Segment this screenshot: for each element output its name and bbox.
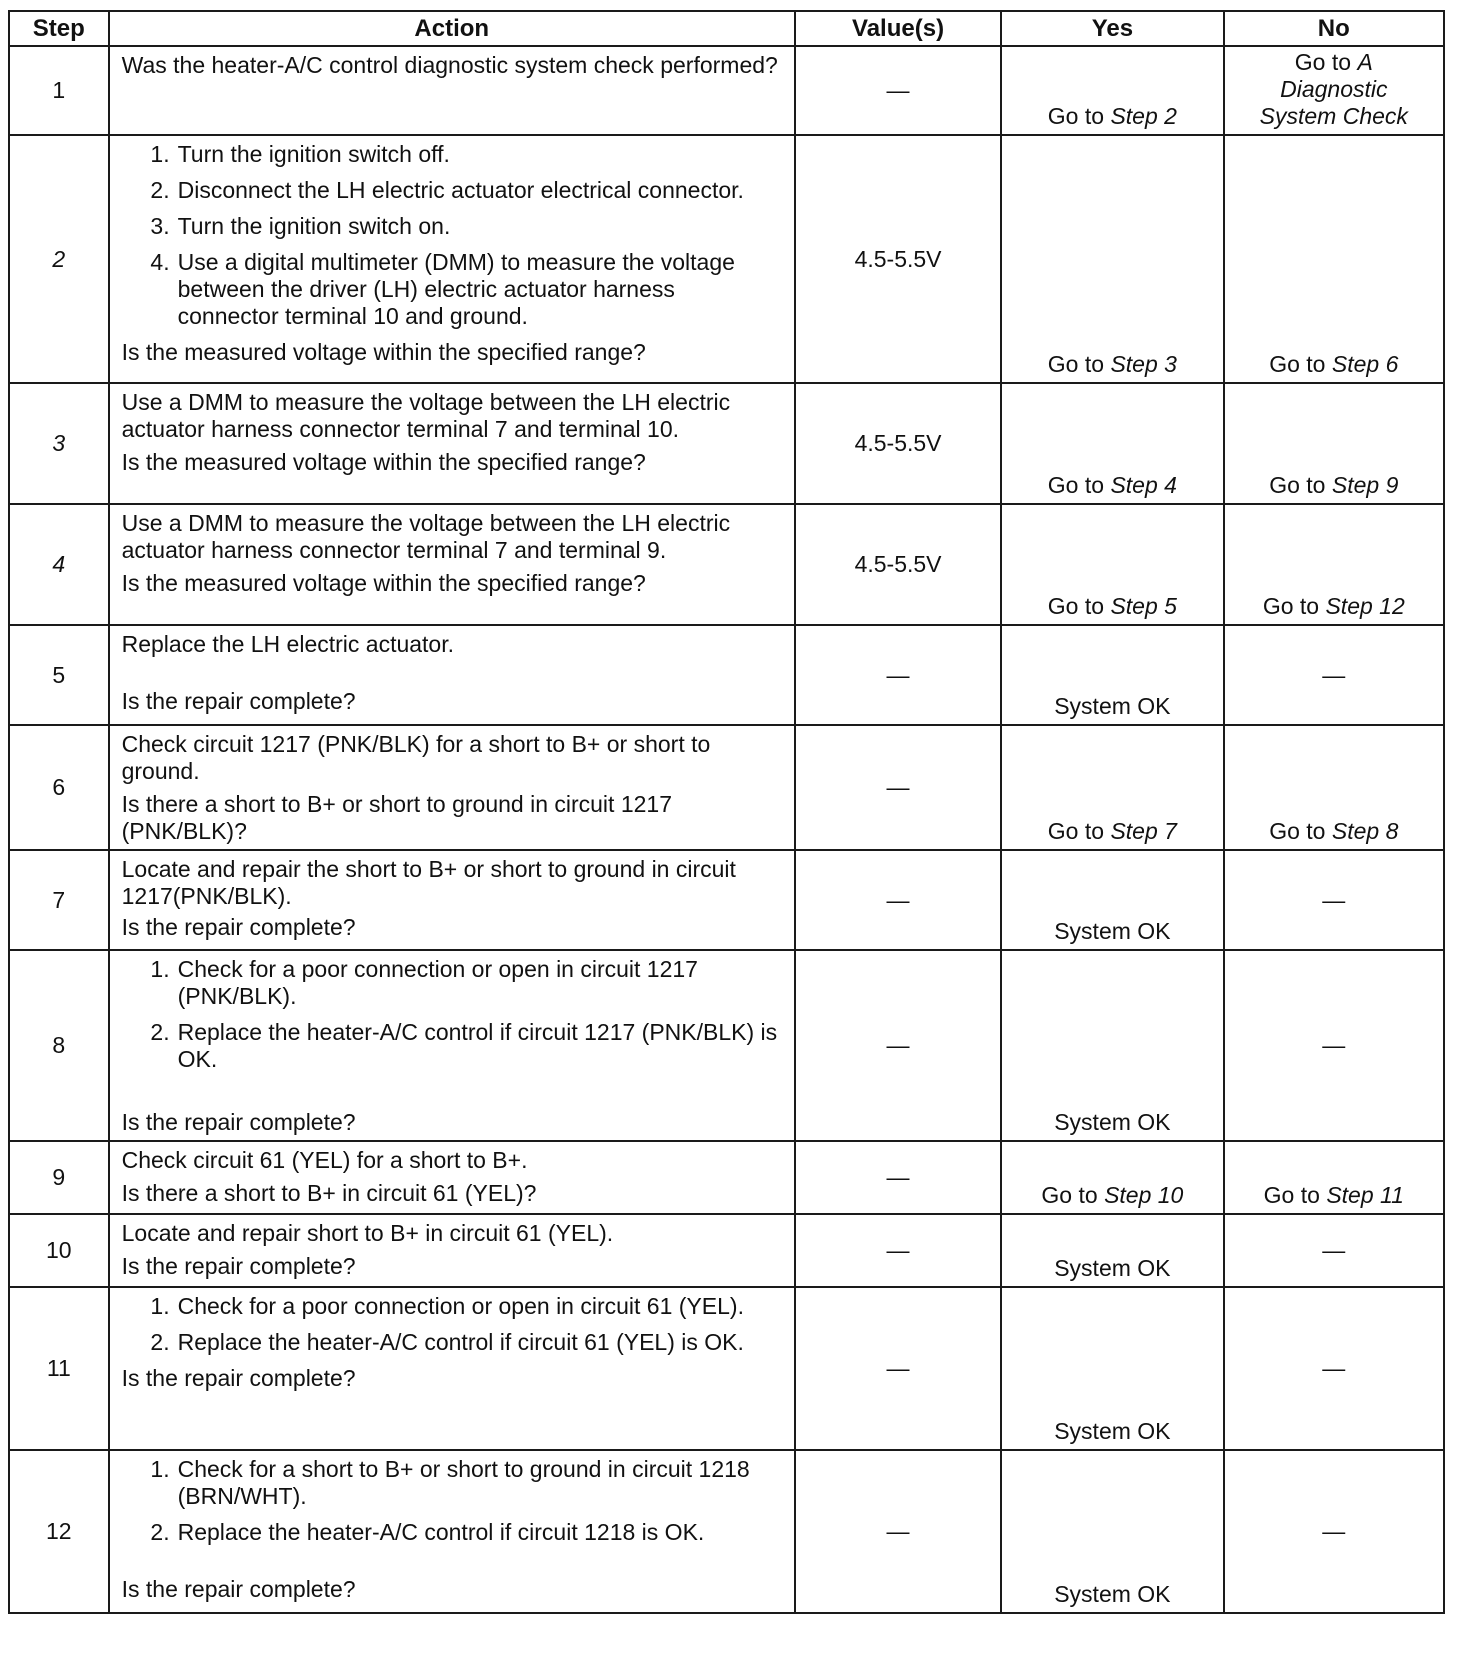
value-cell: — — [795, 1214, 1001, 1287]
action-question: Is the measured voltage within the specified range? — [121, 570, 646, 596]
value-cell: — — [795, 46, 1001, 135]
step-number: 12 — [9, 1450, 109, 1613]
no-cell: Go to Step 9 — [1224, 383, 1444, 504]
header-step: Step — [9, 11, 109, 46]
action-cell — [109, 1141, 795, 1214]
action-cell — [109, 950, 795, 1141]
step-number: 7 — [9, 850, 109, 950]
no-cell: — — [1224, 1287, 1444, 1450]
value-cell: — — [795, 725, 1001, 850]
action-question: Is the measured voltage within the specified range? — [121, 449, 646, 475]
no-cell: — — [1224, 850, 1444, 950]
action-cell — [109, 1287, 795, 1450]
step-number: 4 — [9, 504, 109, 625]
action-steps — [122, 141, 782, 330]
table-row — [9, 504, 1444, 625]
action-cell — [109, 725, 795, 850]
table-row — [9, 625, 1444, 725]
table-row — [9, 725, 1444, 850]
no-cell — [1224, 46, 1444, 135]
value-cell: — — [795, 625, 1001, 725]
no-step-link: Step 11 — [1326, 1182, 1404, 1208]
table-row — [9, 1214, 1444, 1287]
action-question: Is the repair complete? — [121, 1576, 356, 1602]
list-item: 4. Use a digital multimeter (DMM) to measure the voltage between the driver (LH) electric actuator harness connector terminal 10 and ground. — [150, 249, 735, 329]
no-step-link: Step 9 — [1331, 472, 1399, 498]
action-question: Is the repair complete? — [121, 1253, 356, 1279]
no-step-link: Step 8 — [1331, 818, 1399, 844]
header-values: Value(s) — [795, 11, 1001, 46]
table-row — [9, 1287, 1444, 1450]
list-item: 3. Turn the ignition switch on. — [150, 213, 451, 239]
step-number: 1 — [9, 46, 109, 135]
step-number: 5 — [9, 625, 109, 725]
action-cell — [109, 625, 795, 725]
table-row — [9, 383, 1444, 504]
action-cell — [109, 135, 795, 383]
table-row — [9, 950, 1444, 1141]
step-number: 9 — [9, 1141, 109, 1214]
no-step-link: Step 6 — [1331, 351, 1399, 377]
action-text: Locate and repair the short to B+ or short to ground in circuit 1217(PNK/BLK). — [121, 856, 736, 909]
action-text: Replace the LH electric actuator. — [121, 631, 455, 657]
value-cell: 4.5-5.5V — [795, 383, 1001, 504]
action-question: Is there a short to B+ or short to ground in circuit 1217 (PNK/BLK)? — [121, 791, 672, 844]
yes-cell: System OK — [1001, 1287, 1223, 1450]
action-text: Check circuit 61 (YEL) for a short to B+. — [121, 1147, 528, 1173]
yes-step-link: Step 2 — [1110, 103, 1177, 129]
action-question: Is the repair complete? — [121, 688, 356, 714]
no-link-part3: System Check — [1259, 103, 1408, 129]
step-number: 2 — [9, 135, 109, 383]
list-item: 2. Replace the heater-A/C control if circuit 1218 is OK. — [150, 1519, 705, 1545]
action-steps — [122, 1456, 782, 1546]
list-item: 2. Replace the heater-A/C control if circuit 1217 (PNK/BLK) is OK. — [150, 1019, 778, 1072]
value-cell: — — [795, 1287, 1001, 1450]
action-text: Use a DMM to measure the voltage between the LH electric actuator harness connector terminal 7 and terminal 10. — [121, 389, 731, 442]
yes-step-link: Step 7 — [1110, 818, 1177, 844]
list-item: 1. Turn the ignition switch off. — [150, 141, 450, 167]
step-number: 11 — [9, 1287, 109, 1450]
action-cell — [109, 383, 795, 504]
table-row — [9, 850, 1444, 950]
action-cell — [109, 1450, 795, 1613]
yes-step-link: Step 10 — [1104, 1182, 1184, 1208]
action-text: Was the heater-A/C control diagnostic system check performed? — [121, 52, 778, 78]
header-no: No — [1224, 11, 1444, 46]
yes-step-link: Step 4 — [1110, 472, 1177, 498]
yes-cell: Go to Step 5 — [1001, 504, 1223, 625]
value-cell: — — [795, 1450, 1001, 1613]
header-row — [9, 11, 1444, 46]
table-row — [9, 1141, 1444, 1214]
header-yes: Yes — [1001, 11, 1223, 46]
step-number: 8 — [9, 950, 109, 1141]
yes-prefix: Go to — [1047, 103, 1111, 129]
no-cell: Go to Step 8 — [1224, 725, 1444, 850]
value-cell: — — [795, 1141, 1001, 1214]
yes-cell: System OK — [1001, 1214, 1223, 1287]
action-question: Is the repair complete? — [121, 914, 356, 940]
no-cell: — — [1224, 1214, 1444, 1287]
no-cell: — — [1224, 950, 1444, 1141]
value-cell: 4.5-5.5V — [795, 504, 1001, 625]
table-row — [9, 1450, 1444, 1613]
action-steps — [122, 1293, 782, 1356]
yes-cell: Go to Step 4 — [1001, 383, 1223, 504]
no-step-link: Step 12 — [1325, 593, 1405, 619]
action-text: Use a DMM to measure the voltage between the LH electric actuator harness connector terminal 7 and terminal 9. — [121, 510, 731, 563]
table-row — [9, 46, 1444, 135]
step-number: 3 — [9, 383, 109, 504]
yes-cell: Go to Step 3 — [1001, 135, 1223, 383]
list-item: 1. Check for a short to B+ or short to ground in circuit 1218 (BRN/WHT). — [150, 1456, 750, 1509]
action-text: Locate and repair short to B+ in circuit 61 (YEL). — [121, 1220, 614, 1246]
yes-cell: System OK — [1001, 850, 1223, 950]
action-text: Check circuit 1217 (PNK/BLK) for a short to B+ or short to ground. — [121, 731, 711, 784]
no-prefix: Go to — [1294, 49, 1358, 75]
no-cell: Go to Step 6 — [1224, 135, 1444, 383]
step-number: 6 — [9, 725, 109, 850]
action-question: Is the repair complete? — [121, 1365, 356, 1391]
value-cell: — — [795, 850, 1001, 950]
action-cell — [109, 46, 795, 135]
no-cell: Go to Step 12 — [1224, 504, 1444, 625]
no-link-part2: Diagnostic — [1280, 76, 1388, 102]
value-cell: 4.5-5.5V — [795, 135, 1001, 383]
action-cell — [109, 1214, 795, 1287]
table-row — [9, 135, 1444, 383]
yes-cell: System OK — [1001, 625, 1223, 725]
value-cell: — — [795, 950, 1001, 1141]
list-item: 2. Disconnect the LH electric actuator electrical connector. — [150, 177, 744, 203]
step-number: 10 — [9, 1214, 109, 1287]
yes-cell: Go to Step 7 — [1001, 725, 1223, 850]
yes-step-link: Step 5 — [1110, 593, 1177, 619]
yes-cell — [1001, 46, 1223, 135]
yes-cell: System OK — [1001, 950, 1223, 1141]
no-cell: Go to Step 11 — [1224, 1141, 1444, 1214]
yes-cell: Go to Step 10 — [1001, 1141, 1223, 1214]
action-question: Is the measured voltage within the specified range? — [121, 339, 646, 365]
no-link-part1: A — [1357, 49, 1373, 75]
list-item: 1. Check for a poor connection or open in circuit 1217 (PNK/BLK). — [150, 956, 698, 1009]
diagnostic-table — [8, 10, 1445, 1614]
action-cell — [109, 850, 795, 950]
action-cell — [109, 504, 795, 625]
action-question: Is there a short to B+ in circuit 61 (YEL)? — [121, 1180, 537, 1206]
list-item: 1. Check for a poor connection or open in circuit 61 (YEL). — [150, 1293, 744, 1319]
action-steps — [122, 956, 782, 1073]
no-cell: — — [1224, 625, 1444, 725]
yes-cell: System OK — [1001, 1450, 1223, 1613]
yes-step-link: Step 3 — [1110, 351, 1177, 377]
action-question: Is the repair complete? — [121, 1109, 356, 1135]
list-item: 2. Replace the heater-A/C control if circuit 61 (YEL) is OK. — [150, 1329, 744, 1355]
no-cell: — — [1224, 1450, 1444, 1613]
header-action: Action — [109, 11, 795, 46]
